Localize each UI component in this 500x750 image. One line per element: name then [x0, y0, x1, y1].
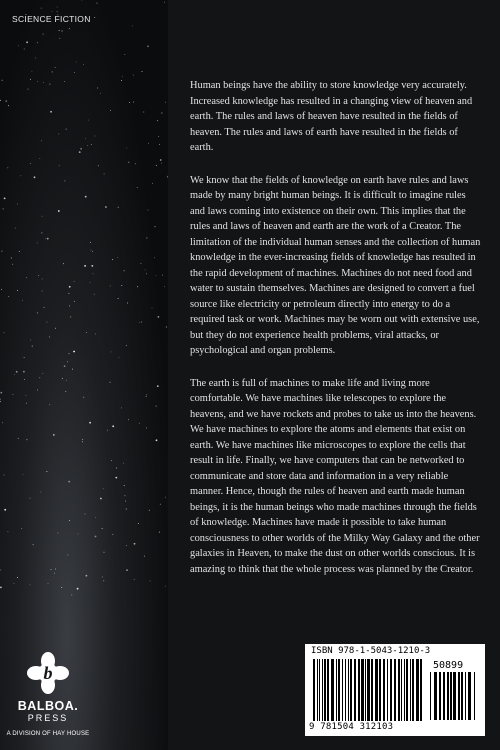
publisher-name: BALBOA.: [17, 699, 79, 713]
price-barcode-bars: [430, 672, 478, 720]
starfield-image: [0, 0, 168, 750]
publisher-division: A DIVISION OF HAY HOUSE: [6, 731, 90, 737]
logo-letter: b: [43, 663, 53, 683]
blurb-paragraph-3: The earth is full of machines to make life and living more comfortable. We have machines like telescopes to explore the heavens, and we have rockets and probes to take us into the heavens. We have machines to explore the atoms and elements that exist on earth. We have machines like microscopes to explore the cells that result in life. Finally, we have computers that can be networked to communicate and store data and information in a very reliable manner. Hence, though the rules of heaven and earth made human beings, it is the human beings who made machines through the fields of knowledge. Machines have made it possible to take human consciousness to other worlds of the Milky Way Galaxy and the other galaxies in Heaven, to make the dust on other worlds conscious. It is amazing to think that the whole process was planned by the Creator.: [190, 377, 480, 575]
isbn-barcode: [305, 644, 485, 736]
barcode-digits: 9 781504 312103: [309, 722, 394, 732]
stars: [0, 0, 168, 750]
back-cover-blurb: [190, 78, 482, 594]
publisher-logo: [4, 652, 92, 737]
isbn-text: ISBN 978-1-5043-1210-3: [311, 646, 431, 656]
blurb-paragraph-1: Human beings have the ability to store knowledge very accurately. Increased knowledge has resulted in a changing view of heaven and earth. The rules and laws of heaven have resulted in the fields of heaven. The rules and laws of earth have resulted in the fields of earth.: [190, 80, 473, 153]
publisher-name-line2: PRESS: [27, 713, 69, 723]
genre-label: SCIENCE FICTION: [12, 14, 91, 24]
ean-barcode-bars: [313, 659, 425, 721]
balboa-flower-icon: [27, 652, 69, 694]
price-code: 50899: [433, 660, 464, 671]
blurb-paragraph-2: We know that the fields of knowledge on earth have rules and laws made by many bright human beings. It is difficult to imagine rules and laws coming into existence on their own. This implies that the rules and laws of heaven and earth are the work of a Creator. The limitation of the individual human senses and the collection of human knowledge in the ever-increasing fields of knowledge has resulted in the rapid development of machines. Machines do not need food and water to sustain themselves. Machines are designed to convert a fuel source like electricity or petroleum directly into energy to do a required task or work. Machines may be worn out with extensive use, but they do not experience health problems, viral attacks, or psychological and organ problems.: [190, 174, 481, 356]
